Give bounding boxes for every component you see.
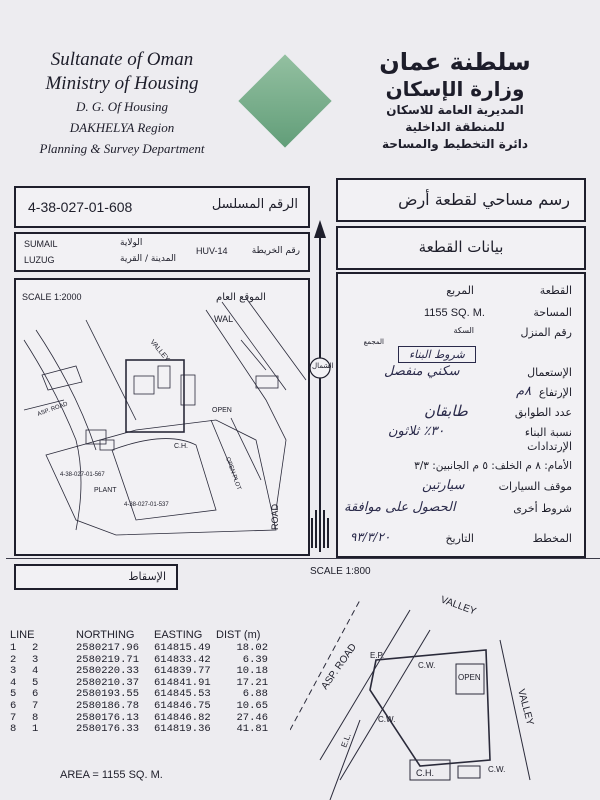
table-cell: 2580219.71 (76, 653, 140, 666)
ministry-name: Ministry of Housing (45, 73, 199, 94)
field-ratio-value: ٣٠٪ ثلاثون (388, 424, 445, 439)
serial-label: الرقم المسلسل (211, 197, 298, 212)
sketch-label-valley-right: VALLEY (515, 687, 536, 727)
table-cell: 614846.75 (154, 699, 211, 712)
sketch-label-open: OPEN (458, 673, 481, 682)
sketch-label-cw-bottom: C.W. (488, 765, 506, 774)
table-cell: 10.18 (236, 665, 268, 678)
arabic-region: للمنطقة الداخلية (405, 120, 505, 134)
field-height-value: ٨م (516, 384, 532, 399)
country-name: Sultanate of Oman (50, 49, 194, 70)
field-square-label: المربع (446, 284, 474, 297)
sketch-label-ep: E.P. (370, 651, 385, 660)
plot-sketch (290, 580, 600, 800)
north-arrow (300, 218, 340, 558)
table-cell: 18.02 (236, 642, 268, 654)
field-plot-label: القطعة (539, 284, 572, 297)
department-name: Planning & Survey Department (39, 141, 205, 156)
table-cell: 5 (32, 676, 39, 689)
table-cell: 2 (10, 653, 17, 666)
coordinates-table (10, 643, 268, 736)
total-area: AREA = 1155 SQ. M. (60, 769, 163, 781)
map-label-plot-537: 4-38-027-01-537 (124, 502, 169, 508)
map-label-plot-567: 4-38-027-01-567 (60, 472, 105, 478)
table-cell: 5 (10, 688, 17, 701)
arabic-department: دائرة التخطيط والمساحة (381, 137, 529, 151)
table-row (10, 678, 268, 690)
field-street-label: السكة (453, 326, 474, 335)
table-cell: 2 (32, 642, 39, 654)
col-northing: NORTHING (76, 629, 135, 641)
sketch-label-el: E.L. (339, 732, 353, 749)
village-value: LUZUG (24, 255, 55, 265)
location-box (14, 232, 310, 272)
field-complex-label: المجمع (363, 338, 384, 346)
map-scale: SCALE 1:2000 (22, 292, 82, 302)
field-planner-label: المخطط (532, 532, 572, 545)
map-number-value: HUV-14 (196, 246, 228, 256)
map-label-valley: VALLEY (148, 338, 171, 364)
field-conditions-heading: شروط البناء (398, 346, 476, 363)
table-cell: 10.65 (236, 699, 268, 712)
table-cell: 4 (32, 665, 39, 678)
table-cell: 8 (32, 711, 39, 724)
field-date-value: ٩٣/٣/٢٠ (350, 530, 391, 544)
field-area-label: المساحة (533, 306, 572, 319)
table-header (10, 629, 260, 641)
field-other-value: الحصول على موافقة (344, 500, 456, 515)
english-header (22, 48, 222, 159)
table-cell: 6.88 (242, 688, 268, 701)
table-row (10, 689, 268, 701)
table-cell: 3 (32, 653, 39, 666)
sketch-label-ch: C.H. (416, 768, 434, 778)
table-row (10, 724, 268, 736)
map-label-open: OPEN (212, 407, 232, 414)
field-area-value: 1155 SQ. M. (424, 307, 485, 319)
projection-scale: SCALE 1:800 (310, 566, 371, 577)
general-site-label: الموقع العام (216, 292, 266, 303)
field-use-label: الإستعمال (527, 366, 572, 379)
table-row (10, 643, 268, 655)
field-parking-label: موقف السيارات (498, 480, 572, 493)
table-cell: 1 (32, 723, 39, 736)
table-cell: 614833.42 (154, 653, 211, 666)
table-row (10, 666, 268, 678)
title-box (336, 178, 586, 222)
map-label-asp-road: ASP. ROAD (36, 401, 69, 418)
field-height-label: الإرتفاع (538, 386, 572, 399)
table-cell: 2580217.96 (76, 642, 140, 654)
col-easting: EASTING (154, 629, 203, 641)
field-ratio-label: نسبة البناء (524, 426, 572, 439)
table-cell: 4 (10, 676, 17, 689)
wilaya-label: الولاية (120, 238, 143, 248)
arabic-calligraphy-ministry: وزارة الإسكان (385, 77, 525, 101)
map-label-ch: C.H. (174, 443, 188, 450)
table-cell: 27.46 (236, 711, 268, 724)
table-cell: 17.21 (236, 676, 268, 689)
table-cell: 614839.77 (154, 665, 211, 678)
table-cell: 1 (10, 642, 17, 654)
table-cell: 2580176.33 (76, 723, 140, 736)
dg-name: D. G. Of Housing (75, 99, 169, 114)
projection-label-box (14, 564, 178, 590)
ministry-seal (238, 54, 331, 147)
table-cell: 2580186.78 (76, 699, 140, 712)
map-label-road: ROAD (270, 503, 280, 530)
table-cell: 6 (10, 699, 17, 712)
table-cell: 6 (32, 688, 39, 701)
projection-divider (6, 558, 600, 559)
table-row (10, 713, 268, 725)
table-row (10, 701, 268, 713)
village-label: المدينة / القرية (120, 254, 177, 264)
table-cell: 614846.82 (154, 711, 211, 724)
sketch-label-asp-road: ASP. ROAD (319, 641, 359, 692)
field-setbacks-label: الإرتدادات (527, 440, 572, 453)
sketch-label-cw-top: C.W. (418, 661, 436, 670)
table-cell: 614815.49 (154, 642, 211, 654)
field-other-label: شروط أخرى (513, 502, 572, 515)
serial-box (14, 186, 310, 228)
region-name: DAKHELYA Region (69, 120, 175, 135)
table-cell: 6.39 (242, 653, 268, 666)
arabic-header (340, 48, 570, 153)
table-cell: 614819.36 (154, 723, 211, 736)
table-cell: 614841.91 (154, 676, 211, 689)
table-cell: 7 (10, 711, 17, 724)
table-row (10, 655, 268, 667)
map-label-open-plot: OPEN PLOT (224, 456, 242, 491)
map-label-wal: WAL (214, 314, 234, 324)
table-cell: 2580176.13 (76, 711, 140, 724)
table-cell: 41.81 (236, 723, 268, 736)
document-title: رسم مساحي لقطعة أرض (398, 190, 570, 209)
table-cell: 2580220.33 (76, 665, 140, 678)
plot-data-title-box (336, 226, 586, 270)
projection-label: الإسقاط (128, 570, 166, 583)
table-cell: 8 (10, 723, 17, 736)
field-use-value: سكني منفصل (384, 364, 460, 379)
field-date-label: التاريخ (445, 532, 474, 545)
map-number-label: رقم الخريطة (251, 246, 300, 256)
table-cell: 2580210.37 (76, 676, 140, 689)
col-dist: DIST (m) (216, 629, 261, 641)
table-cell: 7 (32, 699, 39, 712)
map-label-plant: PLANT (94, 487, 117, 494)
table-cell: 3 (10, 665, 17, 678)
field-setbacks-value: الأمام: ٨ م الخلف: ٥ م الجانبين: ٣/٣ (414, 460, 572, 472)
col-line: LINE (10, 629, 35, 641)
arabic-calligraphy-country: سلطنة عمان (379, 48, 531, 76)
field-floors-value: طابقان (424, 402, 468, 420)
arabic-dg: المديرية العامة للاسكان (386, 103, 524, 117)
field-parking-value: سيارتين (422, 478, 465, 493)
field-house-label: رقم المنزل (520, 326, 572, 339)
field-floors-label: عدد الطوابق (514, 406, 572, 419)
table-cell: 614845.53 (154, 688, 211, 701)
sketch-label-valley-top: VALLEY (438, 594, 478, 618)
sketch-label-cw-left: C.W. (378, 715, 396, 724)
plot-data-title: بيانات القطعة (418, 238, 504, 256)
plot-details-box (336, 272, 586, 558)
north-label: الشمال (312, 362, 334, 370)
table-cell: 2580193.55 (76, 688, 140, 701)
site-map-drawing (16, 280, 308, 554)
site-map-box (14, 278, 310, 556)
wilaya-value: SUMAIL (24, 239, 58, 249)
serial-number: 4-38-027-01-608 (28, 199, 133, 215)
